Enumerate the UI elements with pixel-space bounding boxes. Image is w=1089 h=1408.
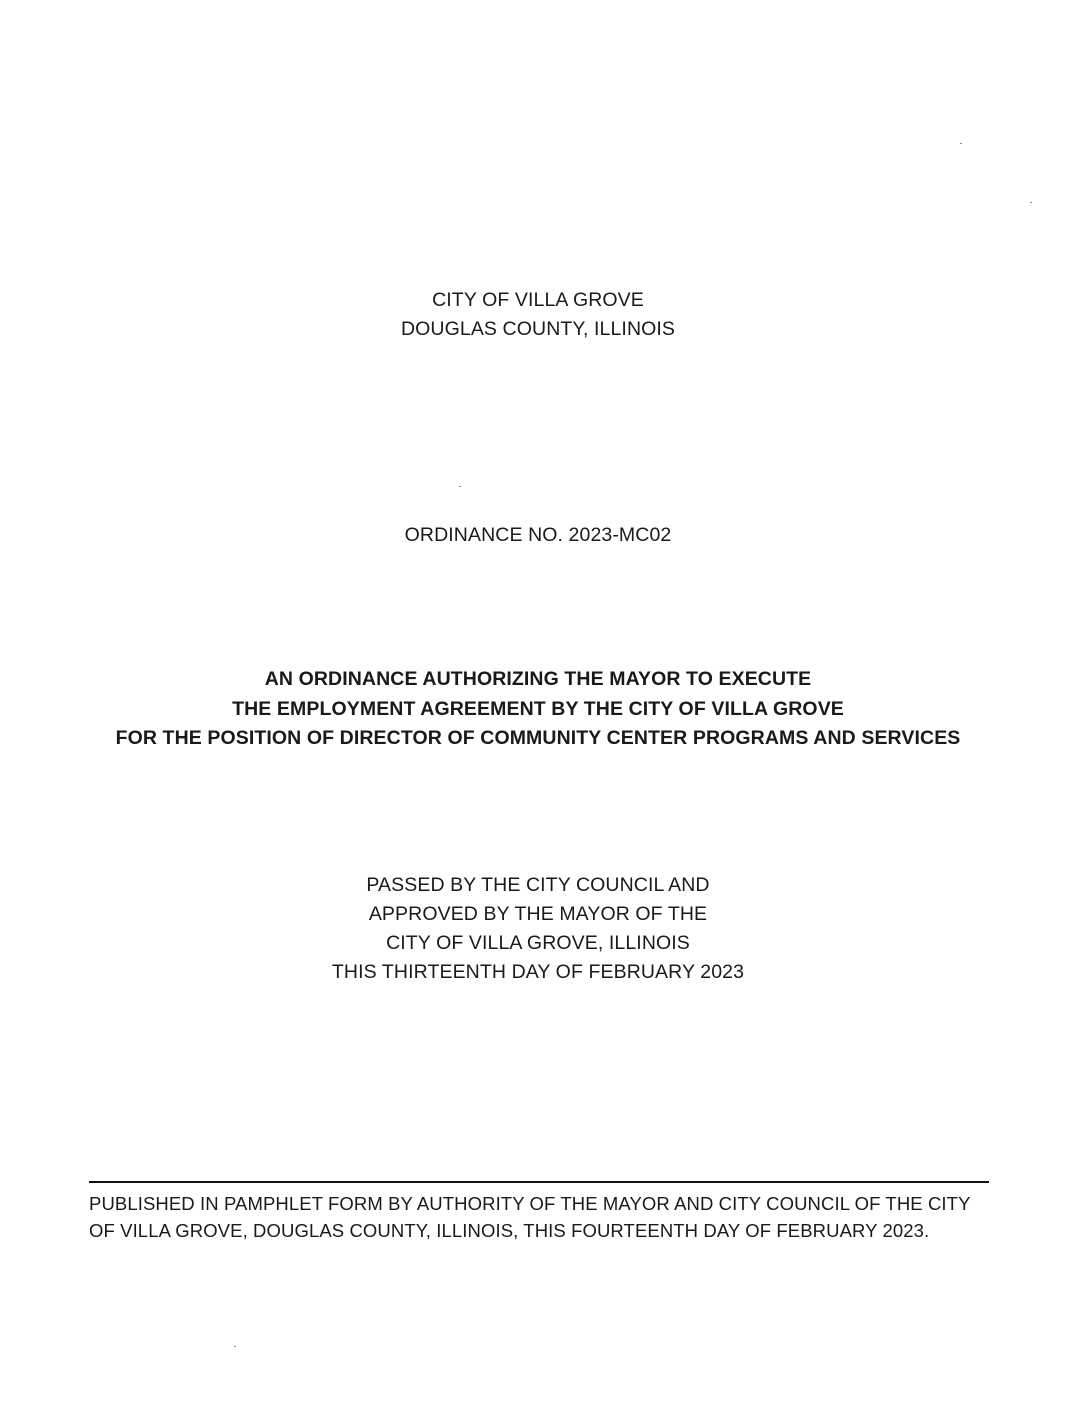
ordinance-number-section — [0, 521, 1076, 550]
published-line: OF VILLA GROVE, DOUGLAS COUNTY, ILLINOIS, THIS FOURTEENTH DAY OF FEBRUARY 2023. — [89, 1220, 930, 1241]
scan-speck — [234, 1346, 236, 1347]
city-name: CITY OF VILLA GROVE — [432, 289, 644, 311]
title-line: AN ORDINANCE AUTHORIZING THE MAYOR TO EXECUTE — [264, 668, 812, 690]
ordinance-title — [0, 665, 1076, 754]
scan-speck — [960, 143, 962, 144]
published-line: PUBLISHED IN PAMPHLET FORM BY AUTHORITY OF THE MAYOR AND CITY COUNCIL OF THE CITY — [89, 1193, 971, 1214]
passed-line: THIS THIRTEENTH DAY OF FEBRUARY 2023 — [331, 961, 745, 983]
horizontal-divider — [89, 1181, 989, 1183]
scan-speck — [1030, 202, 1032, 203]
passed-statement — [0, 871, 1076, 987]
published-statement — [89, 1190, 1009, 1244]
title-line: FOR THE POSITION OF DIRECTOR OF COMMUNITY CENTER PROGRAMS AND SERVICES — [115, 727, 961, 749]
scan-speck — [459, 486, 461, 487]
passed-line: CITY OF VILLA GROVE, ILLINOIS — [386, 932, 690, 954]
passed-line: APPROVED BY THE MAYOR OF THE — [368, 903, 708, 925]
passed-line: PASSED BY THE CITY COUNCIL AND — [366, 874, 710, 896]
county-name: DOUGLAS COUNTY, ILLINOIS — [400, 318, 676, 340]
title-line: THE EMPLOYMENT AGREEMENT BY THE CITY OF VILLA GROVE — [232, 697, 844, 720]
document-header — [0, 286, 1076, 344]
ordinance-number: ORDINANCE NO. 2023-MC02 — [404, 524, 672, 546]
